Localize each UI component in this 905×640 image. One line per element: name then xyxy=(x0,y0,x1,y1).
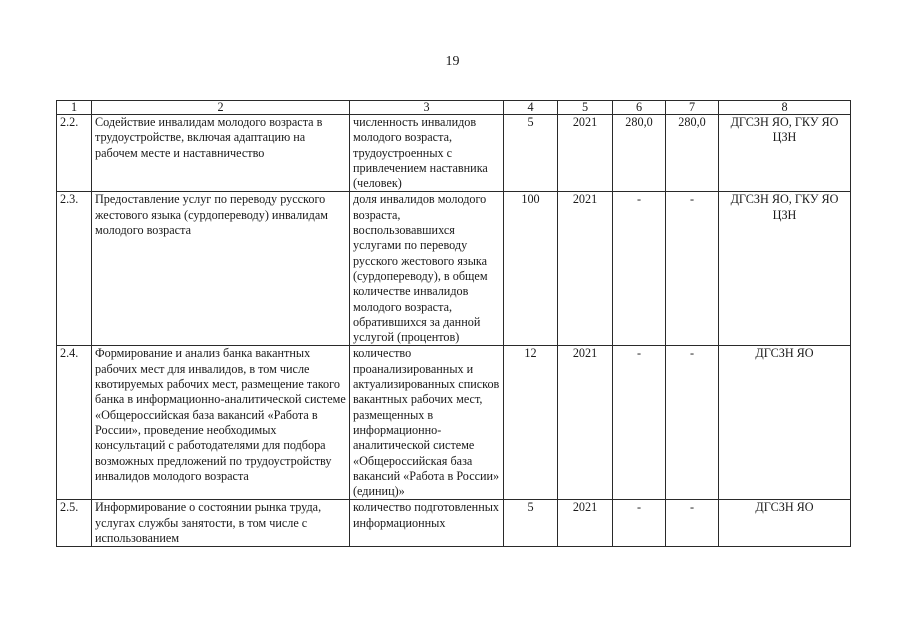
measure-cell: Формирование и анализ банка вакантных рабочих мест для инвалидов, в том числе квотируемых рабочих мест, размещение такого банка в информационно-аналитической системе «Общероссийская база вакансий «Работа в России», проведение необходимых консультаций с работодателями для подбора возможных предложений по трудоустройству инвалидов молодого возраста xyxy=(92,346,350,500)
table-row xyxy=(57,346,851,500)
indicator-cell: численность инвалидов молодого возраста, трудоустроенных с привлечением наставника (человек) xyxy=(350,115,504,192)
year-cell: 2021 xyxy=(558,115,613,192)
header-cell: 7 xyxy=(666,101,719,115)
executor-cell: ДГСЗН ЯО xyxy=(719,500,851,547)
row-number: 2.3. xyxy=(57,192,92,346)
table-row xyxy=(57,192,851,346)
measures-table xyxy=(56,100,851,547)
header-cell: 1 xyxy=(57,101,92,115)
table-header-row xyxy=(57,101,851,115)
col7-cell: - xyxy=(666,346,719,500)
executor-cell: ДГСЗН ЯО, ГКУ ЯО ЦЗН xyxy=(719,115,851,192)
header-cell: 8 xyxy=(719,101,851,115)
header-cell: 3 xyxy=(350,101,504,115)
measure-cell: Содействие инвалидам молодого возраста в трудоустройстве, включая адаптацию на рабочем месте и наставничество xyxy=(92,115,350,192)
row-number: 2.5. xyxy=(57,500,92,547)
measure-cell xyxy=(92,500,350,547)
col7-cell: - xyxy=(666,500,719,547)
indicator-cell: доля инвалидов молодого возраста, воспользовавшихся услугами по переводу русского жестового языка (сурдопереводу), в общем количестве инвалидов молодого возраста, обратившихся за данной услугой (процентов) xyxy=(350,192,504,346)
measure-cell: Предоставление услуг по переводу русского жестового языка (сурдопереводу) инвалидам молодого возраста xyxy=(92,192,350,346)
indicator-cell xyxy=(350,500,504,547)
col6-cell: - xyxy=(613,192,666,346)
table-row xyxy=(57,115,851,192)
measure-text: Информирование о состоянии рынка труда, услугах службы занятости, в том числе с использованием xyxy=(95,500,322,546)
executor-cell: ДГСЗН ЯО, ГКУ ЯО ЦЗН xyxy=(719,192,851,346)
indicator-cell: количество проанализированных и актуализированных списков вакантных рабочих мест, размещенных в информационно-аналитической системе «Общероссийская база вакансий «Работа в России» (единиц)» xyxy=(350,346,504,500)
header-cell: 5 xyxy=(558,101,613,115)
value-cell: 5 xyxy=(504,500,558,547)
indicator-text: количество подготовленных информационных xyxy=(353,500,499,530)
year-cell: 2021 xyxy=(558,500,613,547)
value-cell: 12 xyxy=(504,346,558,500)
col6-cell: - xyxy=(613,346,666,500)
header-cell: 2 xyxy=(92,101,350,115)
header-cell: 4 xyxy=(504,101,558,115)
header-cell: 6 xyxy=(613,101,666,115)
col7-cell: 280,0 xyxy=(666,115,719,192)
value-cell: 5 xyxy=(504,115,558,192)
page-number: 19 xyxy=(445,54,460,69)
col7-cell: - xyxy=(666,192,719,346)
executor-cell: ДГСЗН ЯО xyxy=(719,346,851,500)
col6-cell: 280,0 xyxy=(613,115,666,192)
table-row xyxy=(57,500,851,547)
value-cell: 100 xyxy=(504,192,558,346)
year-cell: 2021 xyxy=(558,346,613,500)
col6-cell: - xyxy=(613,500,666,547)
row-number: 2.2. xyxy=(57,115,92,192)
row-number: 2.4. xyxy=(57,346,92,500)
year-cell: 2021 xyxy=(558,192,613,346)
